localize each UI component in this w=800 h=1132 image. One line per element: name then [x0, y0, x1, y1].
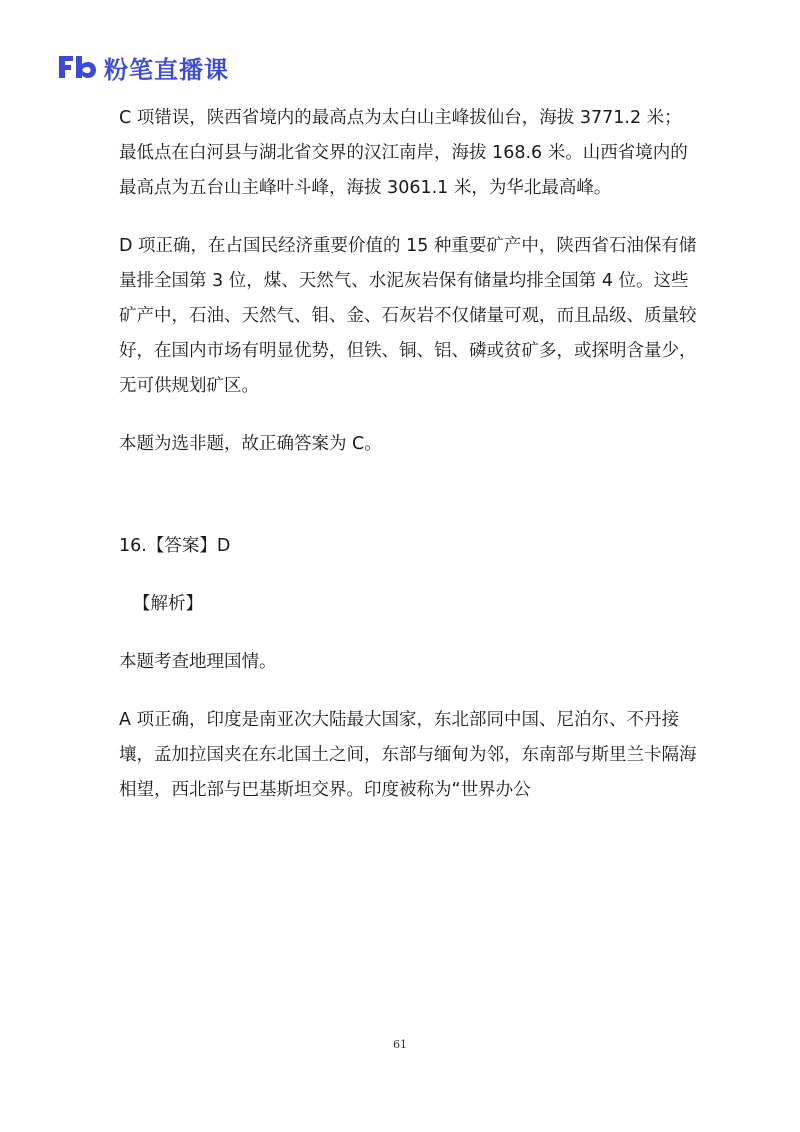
page-number: 61 [393, 1038, 407, 1051]
page-header [56, 50, 229, 84]
question-answer-heading: 16.【答案】D [119, 536, 231, 556]
logo-text: Fb [56, 52, 58, 53]
paragraph-conclusion: 本题为选非题，故正确答案为 C。 [119, 434, 382, 454]
document-body [119, 101, 699, 831]
paragraph-topic: 本题考查地理国情。 [119, 652, 277, 672]
brand-name: 粉笔直播课 [104, 55, 229, 84]
paragraph-option-a: A 项正确，印度是南亚次大陆最大国家，东北部同中国、尼泊尔、不丹接壤，孟加拉国夹在东北国土之间，东部与缅甸为邻，东南部与斯里兰卡隔海相望，西北部与巴基斯坦交界。印度被称为“世界办公 [119, 710, 697, 800]
paragraph-option-d: D 项正确，在占国民经济重要价值的 15 种重要矿产中，陕西省石油保有储量排全国第 3 位，煤、天然气、水泥灰岩保有储量均排全国第 4 位。这些矿产中，石油、天然气、钼、金、石灰岩不仅储量可观，而且品级、质量较好，在国内市场有明显优势，但铁、铜、铝、磷或贫矿多，或探明含量少，无可供规划矿区。 [119, 236, 697, 396]
fb-logo-icon [56, 52, 98, 82]
analysis-label: 【解析】 [133, 594, 203, 614]
paragraph-option-c: C 项错误，陕西省境内的最高点为太白山主峰拔仙台，海拔 3771.2 米；最低点在白河县与湖北省交界的汉江南岸，海拔 168.6 米。山西省境内的最高点为五台山主峰叶斗峰，海拔 3061.1 米，为华北最高峰。 [119, 108, 688, 198]
